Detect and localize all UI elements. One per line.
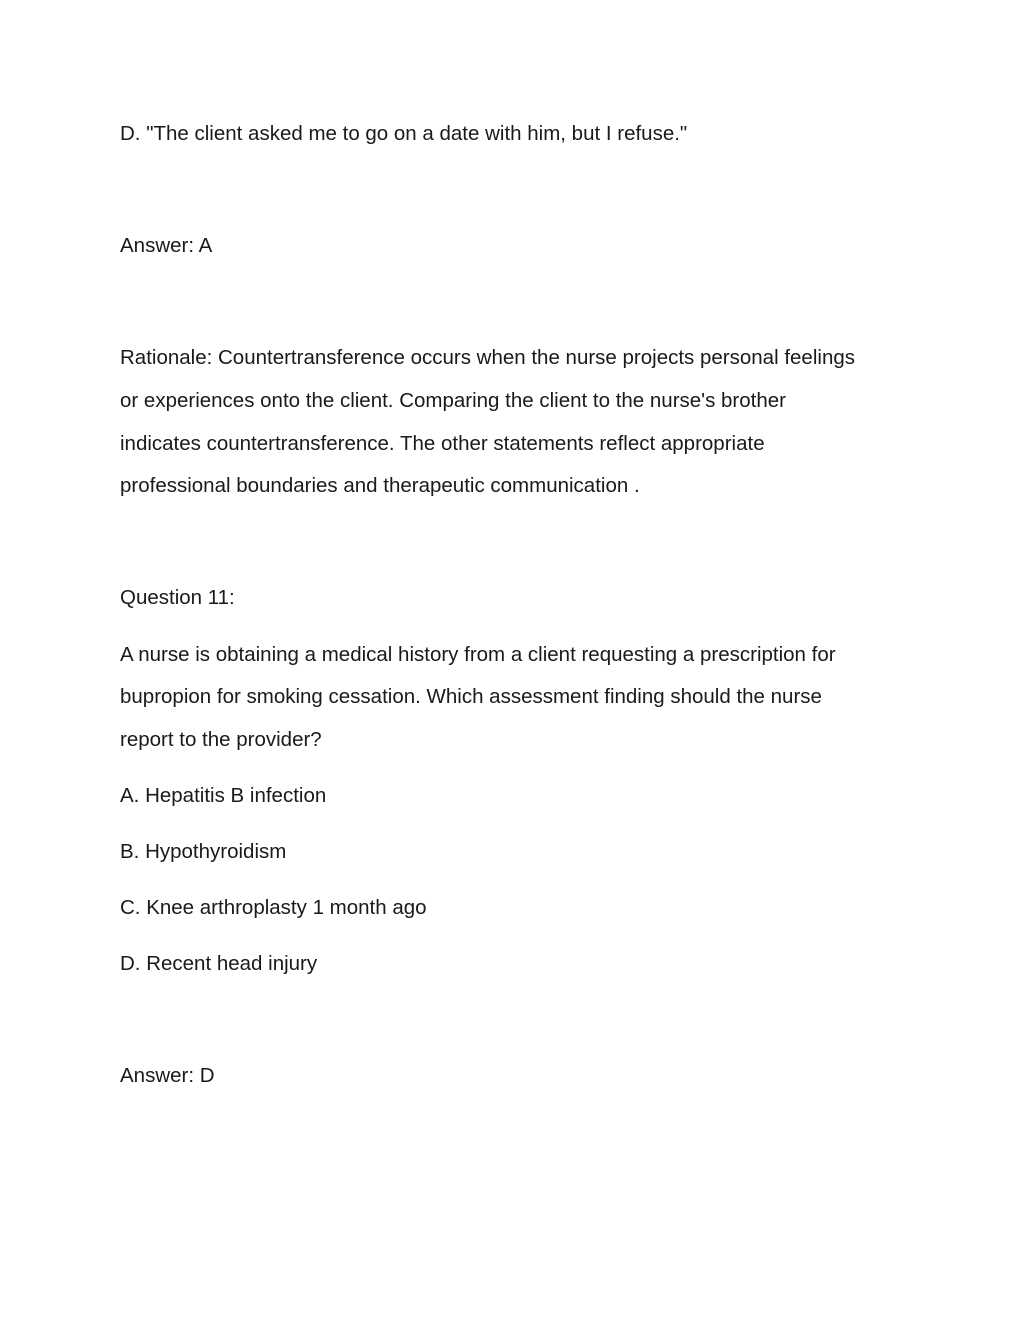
rationale-line: professional boundaries and therapeutic communication .	[120, 474, 640, 497]
option-d-previous: D. "The client asked me to go on a date with him, but I refuse."	[120, 122, 688, 145]
question-stem-line: bupropion for smoking cessation. Which assessment finding should the nurse	[120, 685, 822, 708]
answer-question-11: Answer: D	[120, 1064, 215, 1087]
question-stem-line: A nurse is obtaining a medical history from a client requesting a prescription for	[120, 643, 836, 666]
option-a: A. Hepatitis B infection	[120, 784, 327, 807]
option-d: D. Recent head injury	[120, 952, 318, 975]
question-heading: Question 11:	[120, 586, 235, 609]
option-b: B. Hypothyroidism	[120, 840, 287, 863]
question-stem-line: report to the provider?	[120, 728, 322, 751]
option-c: C. Knee arthroplasty 1 month ago	[120, 896, 427, 919]
answer-previous: Answer: A	[120, 234, 213, 257]
rationale-line: Rationale: Countertransference occurs when the nurse projects personal feelings	[120, 346, 855, 369]
rationale-line: indicates countertransference. The other statements reflect appropriate	[120, 432, 765, 455]
rationale-line: or experiences onto the client. Comparing the client to the nurse's brother	[120, 389, 786, 412]
